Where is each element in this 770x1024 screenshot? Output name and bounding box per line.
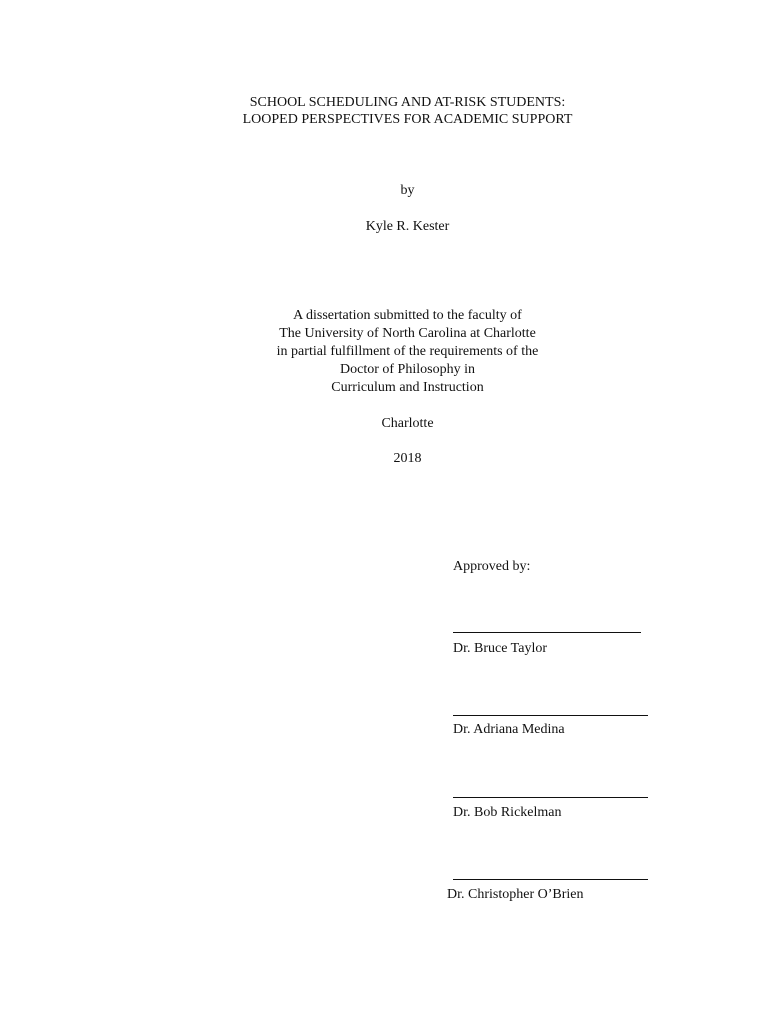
signatory-2: Dr. Adriana Medina <box>453 722 565 737</box>
author-name: Kyle R. Kester <box>365 219 450 234</box>
statement-line-1: A dissertation submitted to the faculty of <box>293 308 522 323</box>
city: Charlotte <box>381 416 434 431</box>
statement-line-4: Doctor of Philosophy in <box>340 362 475 377</box>
signature-line-1 <box>453 632 641 633</box>
statement-line-3: in partial fulfillment of the requirements of the <box>276 344 539 359</box>
statement-line-5: Curriculum and Instruction <box>331 380 484 395</box>
by-label: by <box>400 183 415 198</box>
title-line-2: LOOPED PERSPECTIVES FOR ACADEMIC SUPPORT <box>242 112 573 127</box>
signature-line-2 <box>453 715 648 716</box>
approved-by-label: Approved by: <box>453 559 531 574</box>
signatory-1: Dr. Bruce Taylor <box>453 641 548 656</box>
signature-line-4 <box>453 879 648 880</box>
statement-line-2: The University of North Carolina at Charlotte <box>279 326 536 341</box>
year: 2018 <box>393 451 422 466</box>
signatory-3: Dr. Bob Rickelman <box>453 805 562 820</box>
title-line-1: SCHOOL SCHEDULING AND AT-RISK STUDENTS: <box>249 95 566 110</box>
signature-line-3 <box>453 797 648 798</box>
signatory-4: Dr. Christopher O’Brien <box>447 887 584 902</box>
